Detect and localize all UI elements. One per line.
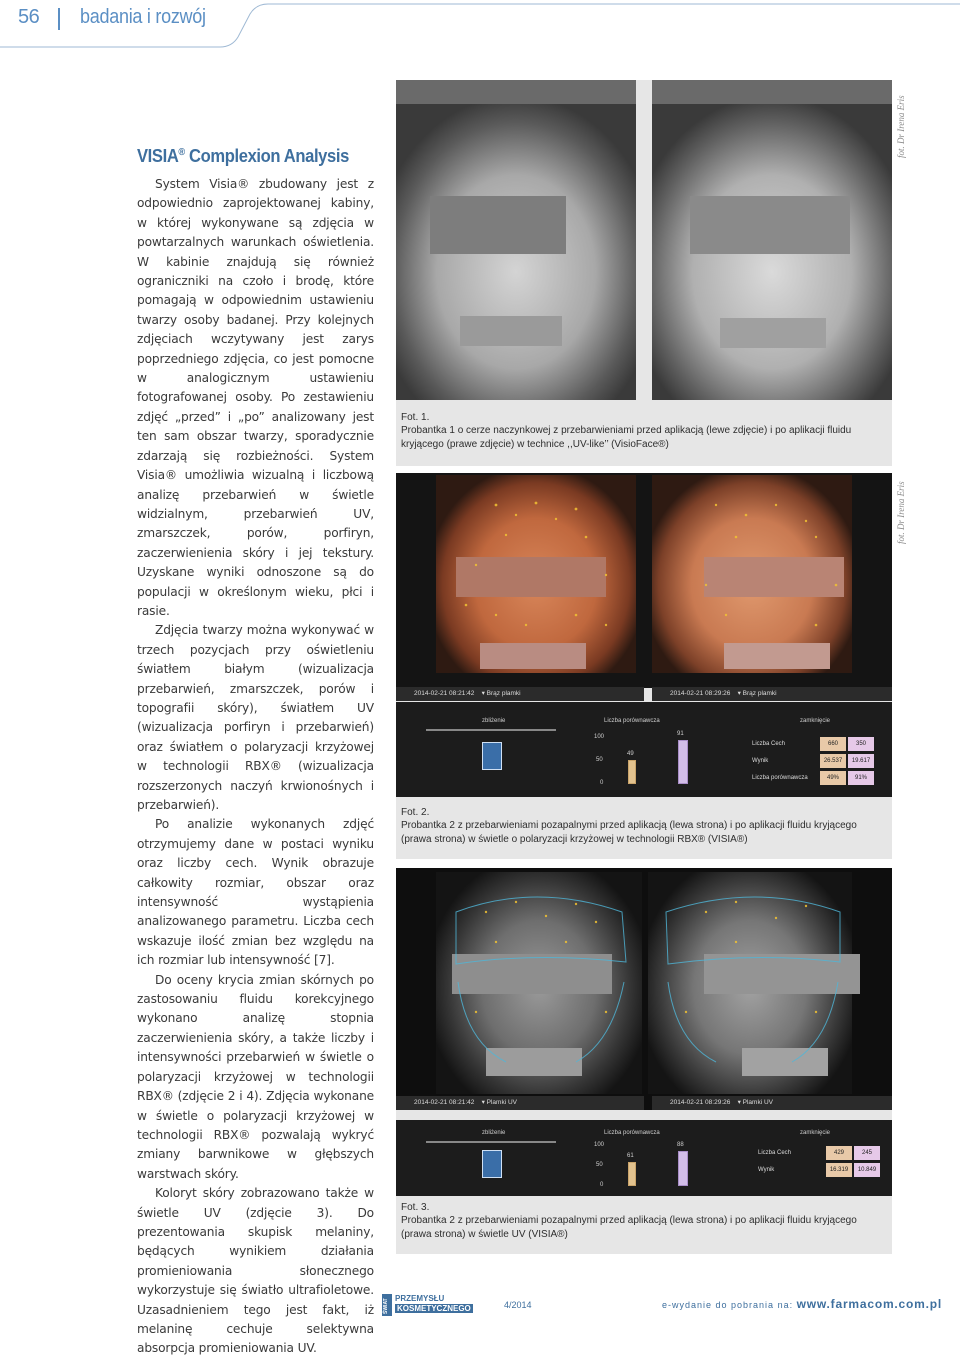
- section-title: badania i rozwój: [80, 6, 206, 28]
- results-table: [758, 1144, 880, 1178]
- compare-label: Liczba porównawcza: [604, 1130, 660, 1136]
- photo-credit: fot. Dr Irena Eris: [896, 95, 906, 158]
- analysis-mode: Plamki UV: [486, 1099, 517, 1106]
- table-row: Wynik 26.537 19.617: [752, 752, 874, 769]
- photo-before-uvlike: [396, 80, 636, 400]
- figure-1-caption: [401, 411, 887, 451]
- capture-date: 2014-02-21 08:21:42: [414, 690, 475, 697]
- figure-label: Fot. 2.: [401, 807, 430, 818]
- article-title: VISIA® Complexion Analysis: [137, 146, 349, 166]
- before-toolbar: 2014-02-21 08:21:42 ▾ Plamki UV: [396, 1096, 644, 1110]
- web-prefix: e-wydanie do pobrania na:: [662, 1300, 797, 1310]
- figure-caption: Probantka 1 o cerze naczynkowej z przebarwieniami przed aplikacją (lewe zdjęcie) i po aplikacji fluidu kryjącego (prawe zdjęcie) w technice ,,UV-like’’ (VisioFace®): [401, 425, 852, 450]
- zoom-label: zbliżenie: [482, 718, 506, 724]
- spot-markers: [436, 872, 856, 1094]
- bar-after-value: 88: [677, 1142, 684, 1148]
- logo-side-text: ŚWIAT: [383, 1298, 389, 1314]
- before-toolbar: 2014-02-21 08:21:42 ▾ Brąz plamki: [396, 687, 644, 701]
- visia-uv-screen: [396, 868, 892, 1110]
- zoom-slider[interactable]: [426, 729, 556, 731]
- results-table: [752, 735, 874, 786]
- figure-3-caption: [401, 1201, 887, 1241]
- photo-credit: fot. Dr Irena Eris: [896, 481, 906, 544]
- paragraph: Po analizie wykonanych zdjęć otrzymujemy dane w postaci wyniku oraz liczby cech. Wynik obrazuje całkowity rozmiar, obszar oraz intensywność wystąpienia analizowanego parametru. Liczba cech wskazuje ilość zmian bez względu na ich rozmiar lub intensywność [7].: [137, 817, 374, 968]
- axis-tick: 100: [594, 1142, 605, 1148]
- bar-before-value: 61: [627, 1153, 634, 1159]
- page-number: 56: [18, 6, 40, 28]
- table-row: Liczba Cech 429 245: [758, 1144, 880, 1161]
- eyes-censor: [690, 196, 850, 254]
- close-label: zamknięcie: [800, 1130, 831, 1136]
- compare-label: Liczba porównawcza: [604, 718, 660, 724]
- figure-caption: Probantka 2 z przebarwieniami pozapalnymi przed aplikacją (lewa strona) i po aplikacji fluidu kryjącego (prawa strona) w świetle UV (VISIA®): [401, 1215, 857, 1240]
- axis-tick: 0: [600, 1182, 604, 1188]
- eyes-censor: [430, 196, 566, 254]
- capture-date: 2014-02-21 08:29:26: [670, 1099, 731, 1106]
- figure-label: Fot. 3.: [401, 1202, 430, 1213]
- bar-after: [678, 1151, 688, 1186]
- paragraph: Zdjęcia twarzy można wykonywać w trzech pozycjach przy oświetleniu światłem białym (wizualizacja przebarwień, zmarszczek, porów i topografii skóry), światłem UV (wizualizacja porfiryn i przebarwień) oraz światłem o polaryzacji krzyżowej w technologii RBX® (wizualizacja rozszerzonych naczyń krwionośnych i przebarwień).: [137, 623, 374, 812]
- capture-date: 2014-02-21 08:29:26: [670, 690, 731, 697]
- zoom-label: zbliżenie: [482, 1130, 506, 1136]
- bar-after-value: 91: [677, 731, 684, 737]
- paragraph: Koloryt skóry zobrazowano także w świetle UV (zdjęcie 3). Do prezentowania skupisk melaniny, będących wynikiem działania promieniowania słonecznego wykorzystuje się światło ultrafioletowe. Uzasadnieniem tego jest fakt, iż melaninę cechuje selektywna absorpcja promieniowania UV.: [137, 1186, 374, 1356]
- footer-web: [662, 1297, 942, 1311]
- table-row: Wynik 16.319 10.849: [758, 1161, 880, 1178]
- results-panel: [396, 702, 892, 797]
- analysis-mode: Plamki UV: [742, 1099, 773, 1106]
- figure-2-caption: [401, 806, 887, 846]
- figure-caption: Probantka 2 z przebarwieniami pozapalnymi przed aplikacją (lewa strona) i po aplikacji fluidu kryjącego (prawa strona) w świetle o polaryzacji krzyżowej w technologii RBX® (VISIA®): [401, 820, 857, 845]
- bar-after: [678, 740, 688, 784]
- axis-tick: 50: [596, 757, 603, 763]
- article-body: [137, 175, 374, 1359]
- face-thumbnail[interactable]: [482, 1150, 502, 1178]
- website-link[interactable]: www.farmacom.com.pl: [796, 1297, 943, 1311]
- figure-label: Fot. 1.: [401, 412, 430, 423]
- header-rule: [0, 0, 960, 60]
- after-toolbar: 2014-02-21 08:29:26 ▾ Plamki UV: [652, 1096, 892, 1110]
- zoom-slider[interactable]: [426, 1141, 556, 1143]
- visia-rbx-screen: [396, 473, 892, 697]
- logo-bottom-text: KOSMETYCZNEGO: [397, 1304, 471, 1313]
- table-row: Liczba porównawcza 49% 91%: [752, 769, 874, 786]
- issue-number: 4/2014: [504, 1300, 532, 1310]
- spot-markers: [436, 475, 856, 673]
- results-panel: [396, 1120, 892, 1196]
- axis-tick: 0: [600, 780, 604, 786]
- photo-after-uvlike: [652, 80, 892, 400]
- paragraph: Do oceny krycia zmian skórnych po zastosowaniu fluidu korekcyjnego wykonano analizę stopnia zaczerwienienia skóry, a także liczby i intensywności przebarwień w świetle o polaryzacji krzyżowej w technologii RBX® (zdjęcie 2 i 4). Zdjęcia wykonane w świetle o polaryzacji krzyżowej w technologii RBX® pozwalają wykryć zmiany barwnikowe w głębszych warstwach skóry.: [137, 972, 374, 1181]
- close-label: zamknięcie: [800, 718, 831, 724]
- after-toolbar: 2014-02-21 08:29:26 ▾ Brąz plamki: [652, 687, 892, 701]
- paragraph: System Visia® zbudowany jest z odpowiednio zaprojektowanej kabiny, w której wykonywane są zdjęcia w powtarzalnych warunkach oświetlenia. W kabinie znajdują się również ograniczniki na czoło i brodę, które pomagają w odpowiednim ustawieniu twarzy osoby badanej. Przy kolejnych zdjęciach wczytywany jest zarys poprzedniego zdjęcia, co jest pomocne w analogicznym ustawieniu fotografowanej osoby. Po zestawieniu zdjęć „przed” i „po” analizowany jest ten sam obszar twarzy, sporadycznie zdarzają się rozbieżności. System Visia® umożliwia wizualną i liczbową analizę przebarwień w świetle widzialnym, przebarwień UV, zmarszczek, porów, porfiryn, zaczerwienienia skóry i jej tekstury. Uzyskane wyniki odnoszone są do populacji w określonym wieku, płci i rasie.: [137, 177, 374, 618]
- mouth-censor: [720, 318, 826, 348]
- analysis-mode: Brąz plamki: [742, 690, 777, 697]
- logo-top-text: PRZEMYSŁU: [395, 1294, 445, 1303]
- axis-tick: 50: [596, 1162, 603, 1168]
- figure-2: [396, 473, 892, 859]
- bar-before: [628, 760, 636, 784]
- analysis-mode: Brąz plamki: [486, 690, 521, 697]
- face-thumbnail[interactable]: [482, 742, 502, 770]
- table-row: Liczba Cech 660 350: [752, 735, 874, 752]
- bar-before-value: 49: [627, 751, 634, 757]
- mouth-censor: [460, 316, 562, 346]
- bar-before: [628, 1162, 636, 1186]
- figure-1: [396, 80, 892, 466]
- figure-3: [396, 868, 892, 1254]
- capture-date: 2014-02-21 08:21:42: [414, 1099, 475, 1106]
- axis-tick: 100: [594, 734, 605, 740]
